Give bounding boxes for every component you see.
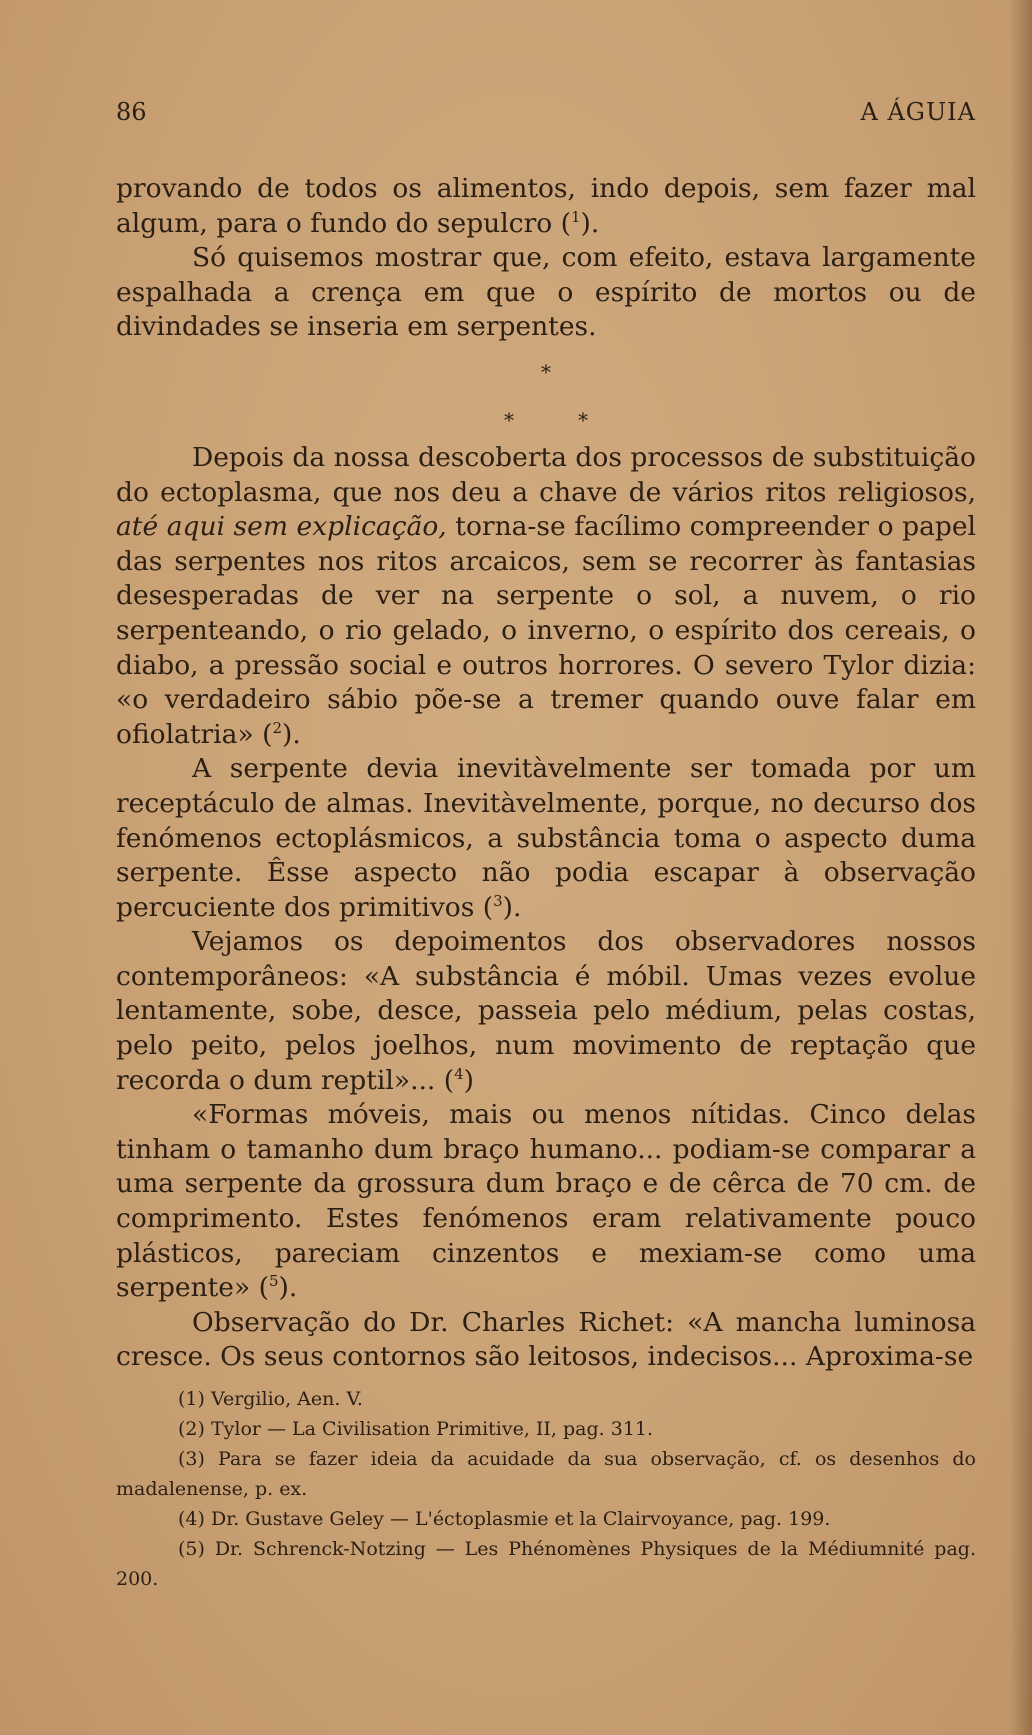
- paragraph-1-end: ).: [580, 207, 600, 239]
- footnote-marker: (5): [178, 1538, 205, 1560]
- footnote: [116, 1504, 976, 1534]
- footnote-text: Dr. Gustave Geley — L'éctoplasmie et la Clairvoyance, pag. 199.: [210, 1508, 831, 1530]
- note-ref-5: 5: [268, 1272, 279, 1291]
- footnote-text: Vergilio, Aen. V.: [210, 1388, 363, 1410]
- footnote-text: Tylor — La Civilisation Primitive, II, pag. 311.: [210, 1418, 654, 1440]
- paragraph-5-end: ): [463, 1064, 475, 1096]
- note-ref-2: 2: [272, 718, 282, 737]
- footnote-marker: (4): [178, 1508, 205, 1530]
- footnote-marker: (1): [178, 1388, 205, 1410]
- footnotes: [116, 1384, 976, 1594]
- asterisk: *: [541, 359, 551, 384]
- note-ref-4: 4: [454, 1064, 464, 1083]
- page-edge-shadow: [1010, 0, 1032, 1735]
- page-number: 86: [116, 98, 147, 126]
- footnote: [116, 1384, 976, 1414]
- paragraph-3-text-a: Depois da nossa descoberta dos processos de substituição do ectoplasma, que nos deu a chave de vários ritos religiosos,: [116, 441, 976, 508]
- paragraph-3: [116, 441, 976, 752]
- paragraph-4: [116, 752, 976, 925]
- paragraph-5-text: Vejamos os depoimentos dos observadores nossos contemporâneos: «A substância é móbil. Umas vezes evolue lentamente, sobe, desce, passeia pelo médium, pelas costas, pelo peito, pelos joelhos, num movimento de reptação que recorda o dum reptil»... (: [116, 926, 976, 1096]
- footnote: [116, 1414, 976, 1444]
- paragraph-2: Só quisemos mostrar que, com efeito, estava largamente espalhada a crença em que o espírito de mortos ou de divindades se inseria em serpentes.: [116, 242, 976, 343]
- footnote: [116, 1534, 976, 1594]
- body-text: [116, 172, 976, 1375]
- paragraph-1: [116, 172, 976, 241]
- note-ref-1: 1: [570, 207, 581, 226]
- footnote-marker: (3): [178, 1448, 205, 1470]
- paragraph-1-text: provando de todos os alimentos, indo depois, sem fazer mal algum, para o fundo do sepulcro (: [116, 173, 976, 239]
- paragraph-6-end: ).: [278, 1272, 298, 1304]
- paragraph-3-end: ).: [281, 718, 301, 750]
- paragraph-4-end: ).: [502, 891, 522, 923]
- paragraph-7: Observação do Dr. Charles Richet: «A mancha luminosa cresce. Os seus contornos são leitosos, indecisos... Aproxima-se: [116, 1306, 976, 1373]
- asterisk: *: [504, 407, 514, 432]
- paragraph-5: [116, 925, 976, 1098]
- paragraph-3-italic: até aqui sem explicação,: [116, 511, 447, 543]
- footnote-marker: (2): [178, 1418, 205, 1440]
- asterism-divider: [116, 345, 976, 441]
- footnote-text: Dr. Schrenck-Notzing — Les Phénomènes Physiques de la Médiumnité pag. 200.: [116, 1538, 976, 1590]
- asterisk: *: [578, 407, 588, 432]
- note-ref-3: 3: [493, 891, 503, 910]
- page-header: [116, 98, 976, 130]
- paragraph-3-text-b: torna-se facílimo compreender o papel das serpentes nos ritos arcaicos, sem se recorrer às fantasias desesperadas de ver na serpente o sol, a nuvem, o rio serpenteando, o rio gelado, o inverno, o espírito dos cereais, o diabo, a pressão social e outros horrores. O severo Tylor dizia: «o verdadeiro sábio põe-se a tremer quando ouve falar em ofiolatria» (: [116, 511, 976, 750]
- paragraph-6: [116, 1098, 976, 1306]
- paragraph-6-text: «Formas móveis, mais ou menos nítidas. Cinco delas tinham o tamanho dum braço humano... podiam-se comparar a uma serpente da grossura dum braço e de cêrca de 70 cm. de comprimento. Estes fenómenos eram relativamente pouco plásticos, pareciam cinzentos e mexiam-se como uma serpente» (: [116, 1099, 976, 1304]
- paragraph-4-text: A serpente devia inevitàvelmente ser tomada por um receptáculo de almas. Inevitàvelmente, porque, no decurso dos fenómenos ectoplásmicos, a substância toma o aspecto duma serpente. Êsse aspecto não podia escapar à observação percuciente dos primitivos (: [116, 753, 976, 923]
- footnote-text: Para se fazer ideia da acuidade da sua observação, cf. os desenhos do madalenense, p. ex.: [116, 1448, 976, 1500]
- footnote: [116, 1444, 976, 1504]
- running-head: A ÁGUIA: [860, 98, 976, 126]
